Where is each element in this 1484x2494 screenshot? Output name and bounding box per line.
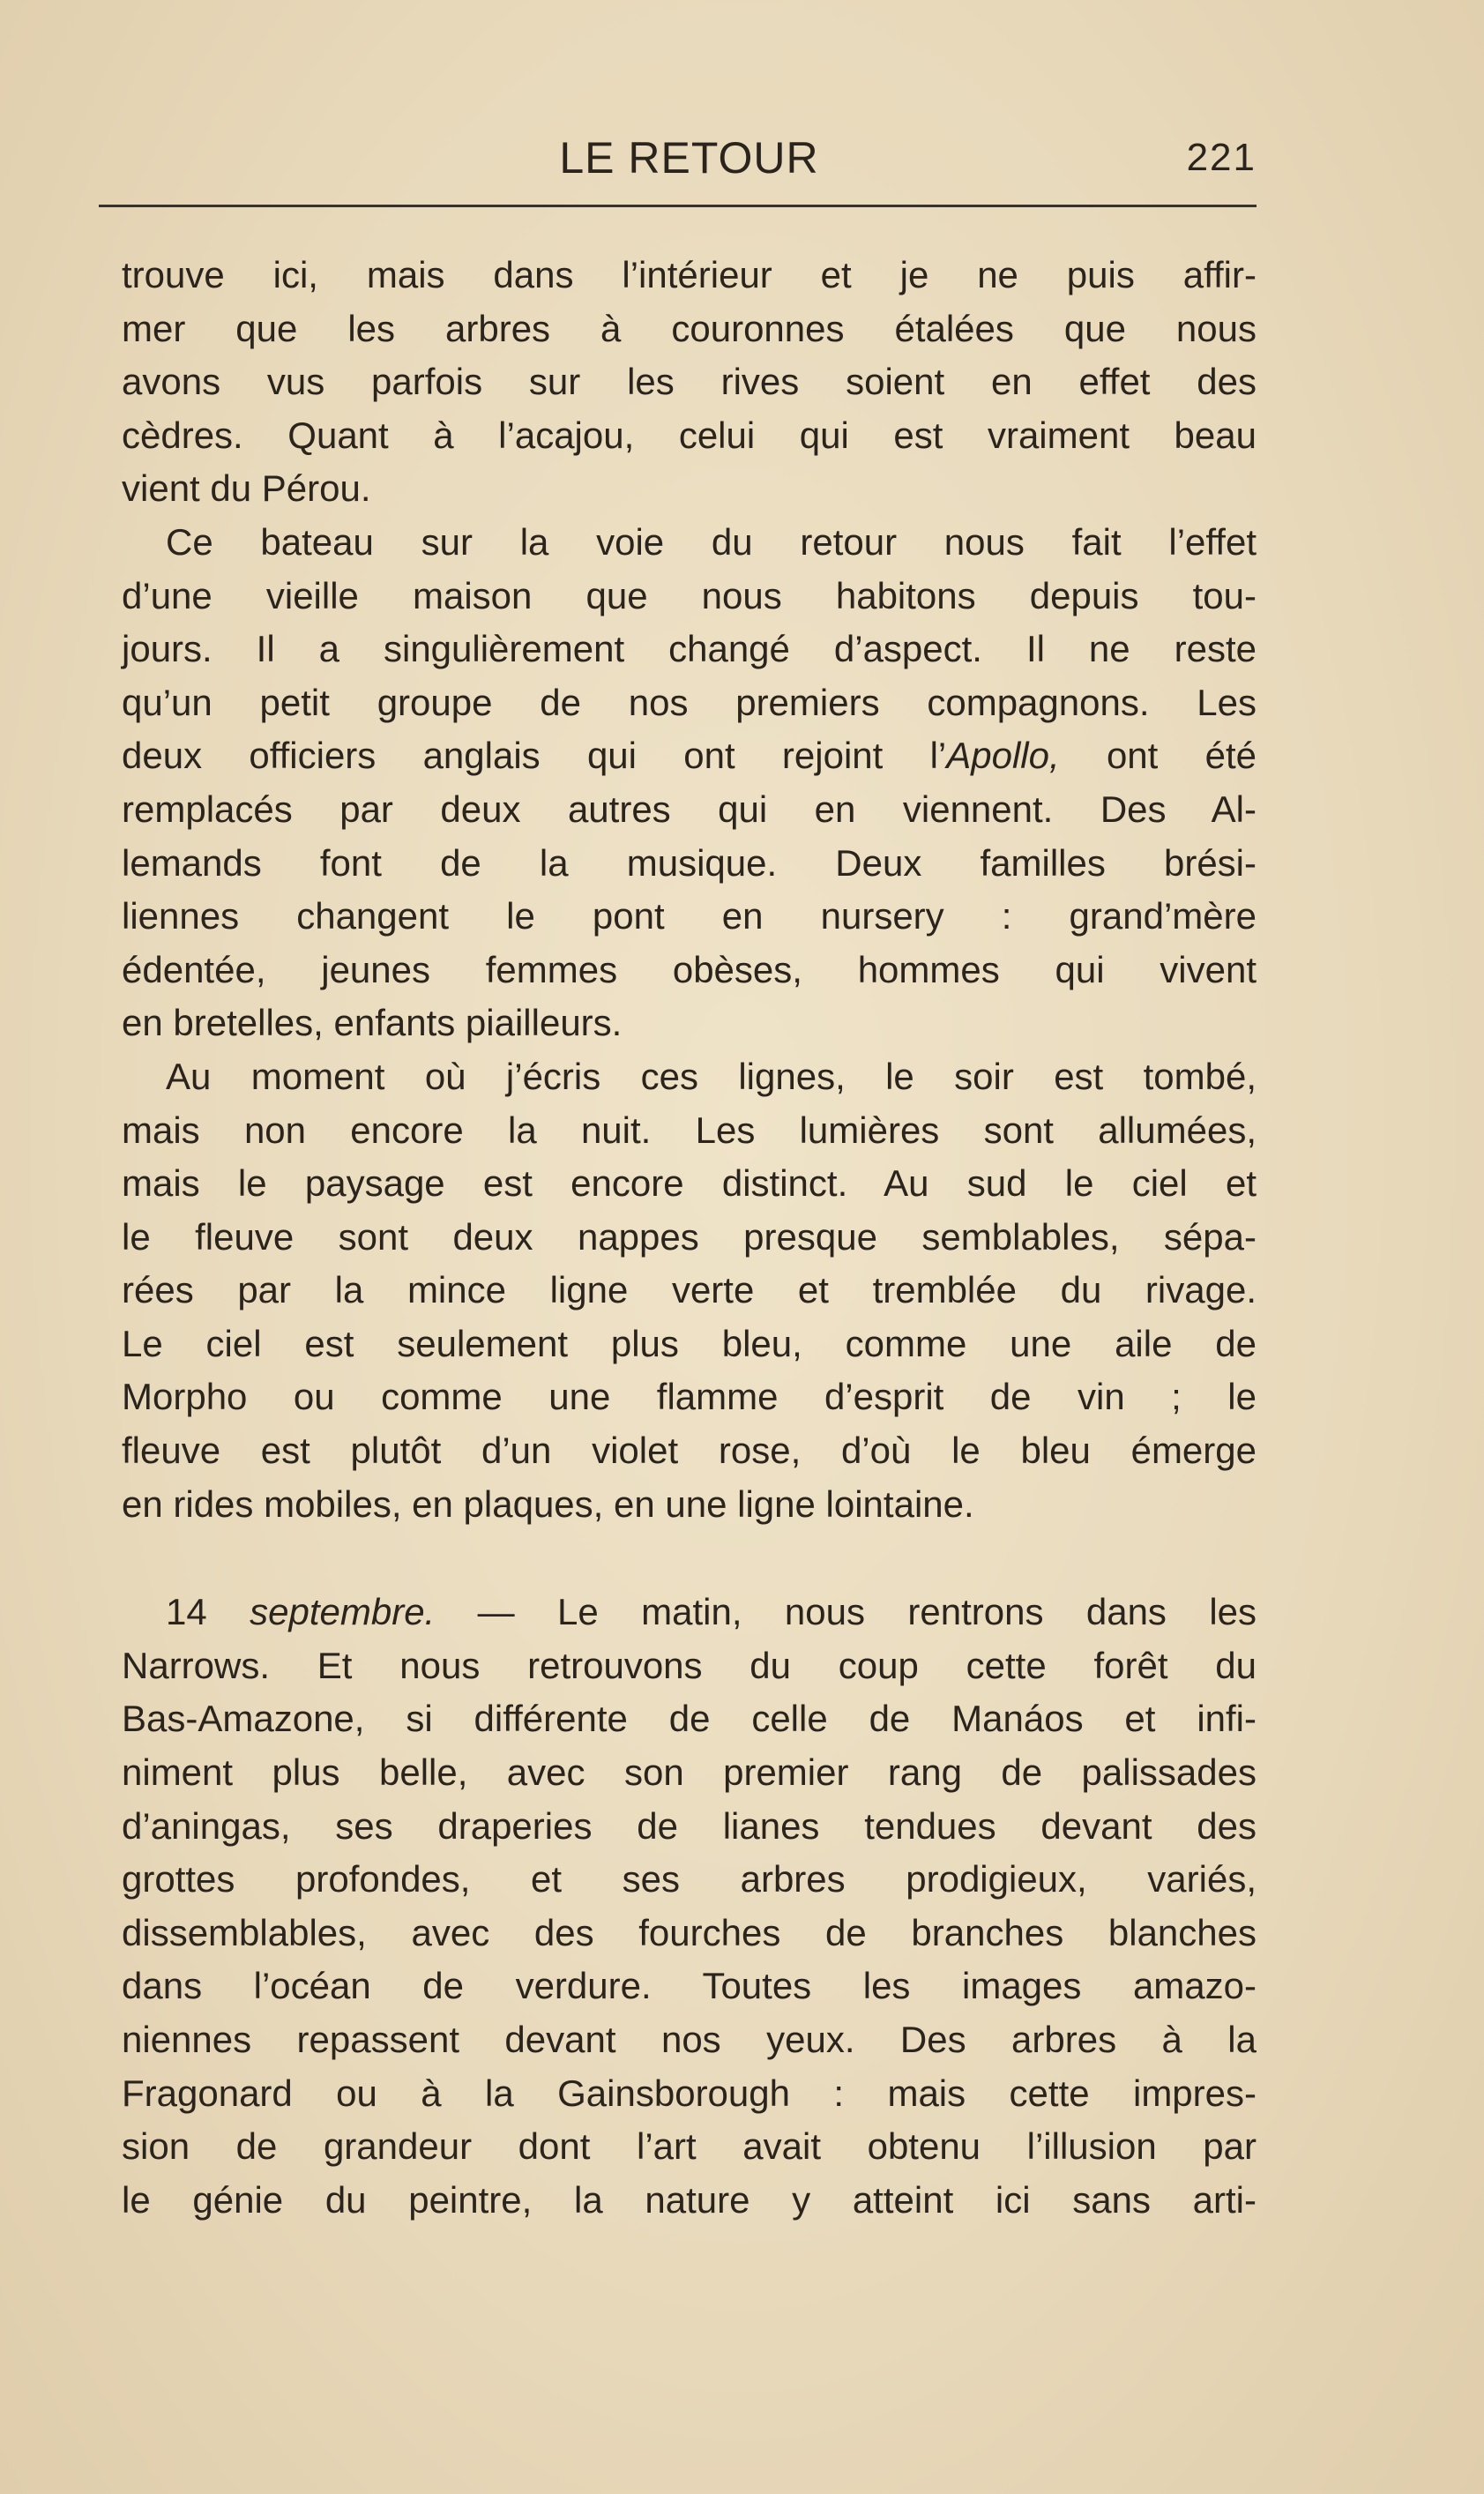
text-line — [122, 1853, 1257, 1907]
text-line — [122, 783, 1257, 837]
text-segment: rées par la mince ligne verte et tremblée du rivage. — [122, 1269, 1257, 1311]
text-segment: d’aningas, ses draperies de lianes tendues devant des — [122, 1804, 1257, 1847]
text-segment: Ce bateau sur la voie du retour nous fait l’effet — [166, 520, 1257, 563]
text-line — [122, 890, 1257, 944]
text-line — [122, 1370, 1257, 1424]
italic-text: Apollo, — [946, 735, 1060, 777]
text-segment: liennes changent le pont en nursery : grand’mère — [122, 895, 1257, 937]
text-line — [122, 355, 1257, 409]
text-segment: sion de grandeur dont l’art avait obtenu l’illusion par — [122, 2125, 1257, 2168]
text-line — [122, 1104, 1257, 1158]
text-segment: le fleuve sont deux nappes presque semblables, sépa- — [122, 1215, 1257, 1258]
text-line — [122, 997, 1257, 1050]
paragraph — [122, 1050, 1257, 1531]
text-line — [122, 623, 1257, 676]
text-segment: niment plus belle, avec son premier rang de palissades — [122, 1751, 1257, 1794]
italic-text: septembre. — [250, 1591, 436, 1633]
text-segment: édentée, jeunes femmes obèses, hommes qui vivent — [122, 948, 1257, 990]
paragraph — [122, 516, 1257, 1050]
text-segment: Narrows. Et nous retrouvons du coup cette forêt du — [122, 1644, 1257, 1686]
text-segment: Le ciel est seulement plus bleu, comme une aile de — [122, 1322, 1257, 1364]
text-line — [122, 1586, 1257, 1639]
text-line — [122, 302, 1257, 356]
text-line — [122, 570, 1257, 624]
text-segment: — Le matin, nous rentrons dans les — [435, 1591, 1257, 1633]
paragraph — [122, 249, 1257, 516]
text-segment: Au moment où j’écris ces lignes, le soir est tombé, — [166, 1055, 1257, 1097]
text-segment: mais non encore la nuit. Les lumières sont allumées, — [122, 1109, 1257, 1151]
paragraph — [122, 1586, 1257, 2227]
section-break — [122, 1531, 1257, 1586]
text-segment: mer que les arbres à couronnes étalées que nous — [122, 307, 1257, 349]
text-segment: deux officiers anglais qui ont rejoint l’ — [122, 735, 947, 777]
text-segment: grottes profondes, et ses arbres prodigieux, variés, — [122, 1858, 1257, 1900]
text-segment: vient du Pérou. — [122, 467, 371, 510]
text-line — [122, 944, 1257, 997]
text-line — [122, 1424, 1257, 1478]
running-title: LE RETOUR — [559, 133, 819, 183]
text-line — [122, 1318, 1257, 1371]
text-line — [122, 1264, 1257, 1318]
text-segment: dissemblables, avec des fourches de branches blanches — [122, 1911, 1257, 1953]
running-header — [122, 132, 1257, 194]
text-line — [122, 1050, 1257, 1104]
text-line — [122, 462, 1257, 516]
text-line — [122, 1800, 1257, 1854]
text-segment: Fragonard ou à la Gainsborough : mais cette impres- — [122, 2072, 1257, 2114]
text-segment: cèdres. Quant à l’acajou, celui qui est vraiment beau — [122, 414, 1257, 456]
text-line — [122, 837, 1257, 891]
text-line — [122, 2174, 1257, 2228]
text-segment: le génie du peintre, la nature y atteint ici sans arti- — [122, 2178, 1257, 2221]
text-segment: Bas-Amazone, si différente de celle de Manáos et infi- — [122, 1698, 1257, 1740]
text-segment: ont été — [1059, 735, 1257, 777]
text-segment: en rides mobiles, en plaques, en une ligne lointaine. — [122, 1482, 974, 1525]
text-segment: niennes repassent devant nos yeux. Des arbres à la — [122, 2019, 1257, 2060]
text-segment: 14 — [166, 1591, 250, 1633]
text-line — [122, 1692, 1257, 1746]
text-line — [122, 1211, 1257, 1265]
text-line — [122, 2120, 1257, 2174]
text-line — [122, 2067, 1257, 2121]
text-segment: qu’un petit groupe de nos premiers compagnons. Les — [122, 681, 1257, 723]
page-body — [122, 249, 1257, 2227]
text-line — [122, 249, 1257, 302]
text-line — [122, 676, 1257, 730]
text-line — [122, 729, 1257, 783]
text-segment: fleuve est plutôt d’un violet rose, d’où le bleu émerge — [122, 1430, 1257, 1472]
text-segment: Morpho ou comme une flamme d’esprit de vin ; le — [122, 1376, 1257, 1418]
text-line — [122, 1746, 1257, 1800]
text-segment: dans l’océan de verdure. Toutes les images amazo- — [122, 1965, 1257, 2007]
text-segment: d’une vieille maison que nous habitons depuis tou- — [122, 574, 1257, 616]
page-number: 221 — [1186, 136, 1257, 179]
text-line — [122, 409, 1257, 463]
text-line — [122, 1639, 1257, 1693]
text-segment: trouve ici, mais dans l’intérieur et je ne puis affir- — [122, 254, 1257, 295]
text-line — [122, 1907, 1257, 1960]
text-segment: mais le paysage est encore distinct. Au sud le ciel et — [122, 1162, 1257, 1205]
text-line — [122, 1157, 1257, 1211]
text-line — [122, 2013, 1257, 2067]
text-segment: lemands font de la musique. Deux familles brési- — [122, 841, 1257, 884]
text-line — [122, 1478, 1257, 1532]
text-line — [122, 516, 1257, 570]
text-segment: jours. Il a singulièrement changé d’aspect. Il ne reste — [122, 628, 1257, 670]
text-segment: en bretelles, enfants piailleurs. — [122, 1002, 623, 1044]
text-segment: remplacés par deux autres qui en viennent. Des Al- — [122, 788, 1257, 830]
header-rule — [99, 205, 1257, 207]
text-line — [122, 1960, 1257, 2013]
text-segment: avons vus parfois sur les rives soient en effet des — [122, 361, 1257, 403]
